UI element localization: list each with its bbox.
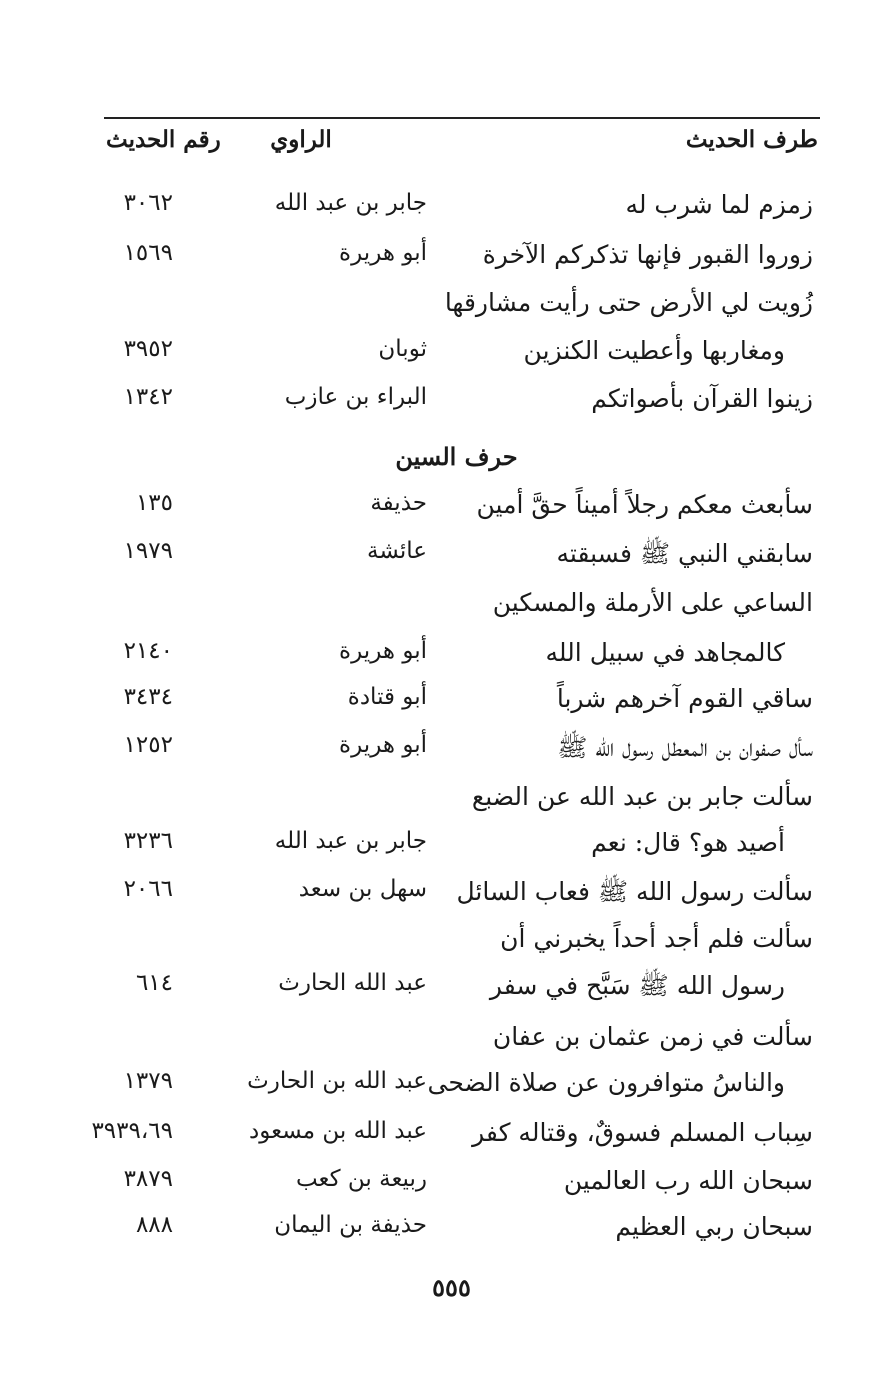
table-row	[0, 1118, 873, 1164]
hadith-number: ٢١٤٠	[123, 638, 173, 664]
hadith-number: ٣٨٧٩	[123, 1166, 173, 1192]
table-row	[0, 288, 873, 334]
header-hadith-column: طرف الحديث	[685, 126, 818, 153]
hadith-number: ١٣٤٢	[123, 384, 173, 410]
hadith-text: كالمجاهد في سبيل الله	[545, 638, 785, 667]
hadith-number: ٣٩٥٢	[123, 336, 173, 362]
hadith-text: زمزم لما شرب له	[625, 190, 813, 219]
table-row	[0, 684, 873, 730]
hadith-number: ٦١٤	[135, 970, 173, 996]
table-row	[0, 1022, 873, 1068]
section-title: حرف السين	[395, 442, 518, 471]
table-row	[0, 970, 873, 1016]
hadith-number: ١٥٦٩	[123, 240, 173, 266]
table-row	[0, 732, 873, 778]
hadith-text: سألت جابر بن عبد الله عن الضبع	[471, 782, 813, 811]
table-row	[0, 336, 873, 382]
hadith-text: الساعي على الأرملة والمسكين	[492, 588, 813, 617]
hadith-text: سبحان الله رب العالمين	[563, 1166, 813, 1195]
table-row	[0, 1212, 873, 1258]
hadith-text: سأل صفوان بن المعطل رسول الله ﷺ	[557, 733, 813, 762]
page-number: ٥٥٥	[432, 1273, 471, 1302]
narrator: عبد الله الحارث	[278, 970, 427, 996]
narrator: أبو هريرة	[339, 638, 427, 664]
narrator: ثوبان	[378, 336, 427, 362]
table-row	[0, 190, 873, 236]
narrator: حذيفة بن اليمان	[274, 1212, 427, 1238]
hadith-text: ساقي القوم آخرهم شرباً	[556, 684, 813, 713]
table-row	[0, 1068, 873, 1114]
hadith-number: ١٢٥٢	[123, 732, 173, 758]
header-rule	[104, 117, 820, 119]
hadith-text: زُويت لي الأرض حتى رأيت مشارقها	[444, 288, 813, 317]
table-row	[0, 588, 873, 634]
narrator: أبو هريرة	[339, 240, 427, 266]
narrator: عبد الله بن مسعود	[249, 1118, 427, 1144]
table-row	[0, 1166, 873, 1212]
hadith-text: سبحان ربي العظيم	[615, 1212, 813, 1241]
table-row	[0, 638, 873, 684]
narrator: سهل بن سعد	[298, 876, 427, 902]
table-row	[0, 828, 873, 874]
hadith-text: زينوا القرآن بأصواتكم	[591, 384, 813, 413]
table-row	[0, 384, 873, 430]
hadith-number: ١٩٧٩	[123, 538, 173, 564]
hadith-number: ٣٩٣٩،٦٩	[91, 1118, 173, 1144]
header-narrator-column: الراوي	[270, 126, 332, 153]
hadith-number: ٣٠٦٢	[123, 190, 173, 216]
hadith-text: سابقني النبي ﷺ فسبقته	[556, 539, 813, 568]
hadith-number: ٢٠٦٦	[123, 876, 173, 902]
hadith-number: ٣٢٣٦	[123, 828, 173, 854]
hadith-text: زوروا القبور فإنها تذكركم الآخرة	[482, 240, 813, 269]
narrator: جابر بن عبد الله	[274, 190, 427, 216]
hadith-text: رسول الله ﷺ سَبَّح في سفر	[489, 971, 785, 1000]
hadith-text: سأبعث معكم رجلاً أميناً حقَّ أمين	[476, 490, 813, 519]
narrator: حذيفة	[370, 490, 427, 516]
hadith-number: ١٣٧٩	[123, 1068, 173, 1094]
hadith-number: ١٣٥	[135, 490, 173, 516]
narrator: البراء بن عازب	[284, 384, 427, 410]
hadith-number: ٣٤٣٤	[123, 684, 173, 710]
table-row	[0, 240, 873, 286]
table-row	[0, 490, 873, 536]
hadith-text: سألت في زمن عثمان بن عفان	[492, 1022, 813, 1051]
table-row	[0, 924, 873, 970]
header-number-column: رقم الحديث	[106, 126, 221, 153]
narrator: عائشة	[367, 538, 427, 564]
table-row	[0, 782, 873, 828]
narrator: ربيعة بن كعب	[295, 1166, 427, 1192]
hadith-number: ٨٨٨	[135, 1212, 173, 1238]
table-row	[0, 538, 873, 584]
hadith-text: أصيد هو؟ قال: نعم	[591, 828, 785, 857]
narrator: أبو قتادة	[347, 684, 427, 710]
narrator: أبو هريرة	[339, 732, 427, 758]
narrator: جابر بن عبد الله	[274, 828, 427, 854]
hadith-text: ومغاربها وأعطيت الكنزين	[523, 336, 785, 365]
hadith-text: والناسُ متوافرون عن صلاة الضحى	[427, 1068, 785, 1097]
table-row	[0, 876, 873, 922]
hadith-text: سألت فلم أجد أحداً يخبرني أن	[500, 924, 813, 953]
narrator: عبد الله بن الحارث	[247, 1068, 427, 1094]
hadith-text: سألت رسول الله ﷺ فعاب السائل	[456, 877, 813, 906]
hadith-text: سِباب المسلم فسوقٌ، وقتاله كفر	[472, 1118, 813, 1147]
